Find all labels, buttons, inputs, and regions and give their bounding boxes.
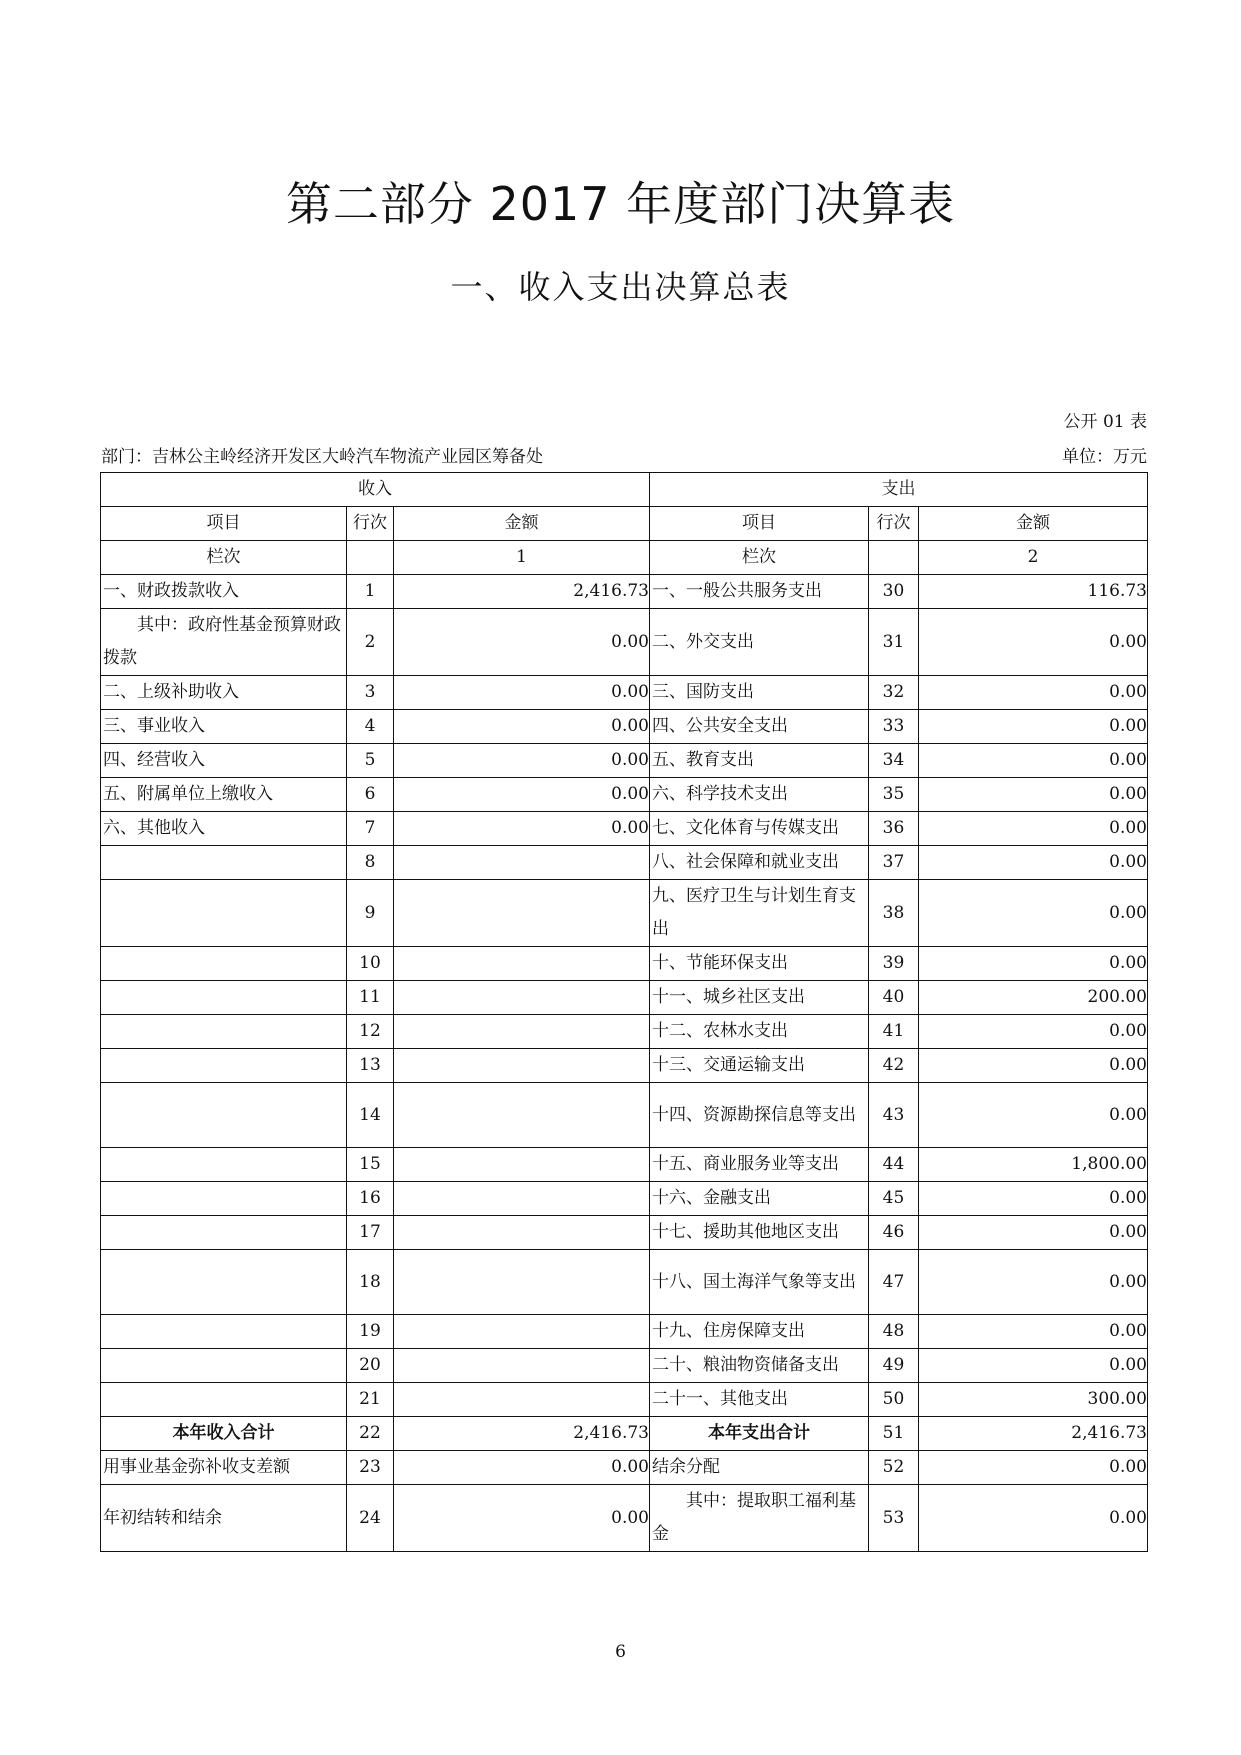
expense-item-cell: 十六、金融支出	[650, 1182, 869, 1216]
table-row	[101, 1049, 1148, 1083]
expense-item-cell: 二十一、其他支出	[650, 1383, 869, 1417]
table-row	[101, 1015, 1148, 1049]
income-amount-cell	[394, 981, 650, 1015]
expense-item-cell: 十四、资源勘探信息等支出	[650, 1083, 869, 1148]
expense-amount-header: 金额	[919, 507, 1148, 541]
expense-amount-cell: 0.00	[919, 1349, 1148, 1383]
expense-row-no-cell: 47	[869, 1250, 919, 1315]
unit-label: 单位：万元	[1062, 447, 1147, 467]
expense-item-cell: 九、医疗卫生与计划生育支出	[650, 880, 869, 947]
income-item-cell	[101, 1383, 347, 1417]
expense-row-no-cell: 52	[869, 1451, 919, 1485]
expense-item-cell: 二、外交支出	[650, 609, 869, 676]
table-row	[101, 981, 1148, 1015]
income-row-no-cell: 21	[347, 1383, 394, 1417]
expense-column-label: 栏次	[650, 541, 869, 575]
income-column-label: 栏次	[101, 541, 347, 575]
table-row	[101, 812, 1148, 846]
table-title: 一、收入支出决算总表	[450, 268, 791, 306]
income-row-no-cell: 3	[347, 676, 394, 710]
column-header-row	[101, 507, 1148, 541]
income-amount-cell	[394, 1383, 650, 1417]
income-header: 收入	[101, 473, 650, 507]
page-number: 6	[615, 1642, 626, 1662]
expense-row-no-cell: 51	[869, 1417, 919, 1451]
income-column-index-empty	[347, 541, 394, 575]
expense-item-cell: 十三、交通运输支出	[650, 1049, 869, 1083]
expense-row-no-cell: 36	[869, 812, 919, 846]
expense-row-no-cell: 33	[869, 710, 919, 744]
income-item-cell	[101, 1315, 347, 1349]
expense-item-cell: 六、科学技术支出	[650, 778, 869, 812]
expense-row-no-cell: 40	[869, 981, 919, 1015]
expense-row-no-cell: 42	[869, 1049, 919, 1083]
expense-item-cell: 七、文化体育与传媒支出	[650, 812, 869, 846]
income-row-no-cell: 24	[347, 1485, 394, 1552]
table-row	[101, 1349, 1148, 1383]
expense-row-no-cell: 34	[869, 744, 919, 778]
table-row	[101, 778, 1148, 812]
income-expense-table	[100, 472, 1148, 1552]
income-item-header: 项目	[101, 507, 347, 541]
expense-item-cell: 结余分配	[650, 1451, 869, 1485]
income-item-cell	[101, 846, 347, 880]
expense-amount-cell: 0.00	[919, 1250, 1148, 1315]
expense-amount-cell: 0.00	[919, 609, 1148, 676]
income-amount-cell: 0.00	[394, 1451, 650, 1485]
income-row-no-cell: 11	[347, 981, 394, 1015]
table-row	[101, 1083, 1148, 1148]
income-amount-cell: 0.00	[394, 710, 650, 744]
income-row-no-cell: 12	[347, 1015, 394, 1049]
income-amount-cell	[394, 1315, 650, 1349]
expense-row-no-header: 行次	[869, 507, 919, 541]
expense-item-cell: 十八、国土海洋气象等支出	[650, 1250, 869, 1315]
expense-item-cell: 十七、援助其他地区支出	[650, 1216, 869, 1250]
expense-amount-cell: 0.00	[919, 812, 1148, 846]
income-item-cell	[101, 981, 347, 1015]
expense-amount-cell: 0.00	[919, 1182, 1148, 1216]
department-label: 部门：吉林公主岭经济开发区大岭汽车物流产业园区筹备处	[101, 447, 543, 467]
expense-row-no-cell: 35	[869, 778, 919, 812]
income-amount-cell	[394, 947, 650, 981]
income-amount-cell	[394, 846, 650, 880]
meta-row	[101, 442, 1147, 467]
income-amount-cell	[394, 1083, 650, 1148]
expense-amount-cell: 0.00	[919, 676, 1148, 710]
expense-row-no-cell: 30	[869, 575, 919, 609]
expense-item-cell: 五、教育支出	[650, 744, 869, 778]
income-row-no-cell: 10	[347, 947, 394, 981]
income-row-no-cell: 15	[347, 1148, 394, 1182]
expense-item-cell: 十九、住房保障支出	[650, 1315, 869, 1349]
income-row-no-cell: 7	[347, 812, 394, 846]
income-item-cell: 一、财政拨款收入	[101, 575, 347, 609]
income-row-no-cell: 13	[347, 1049, 394, 1083]
table-row	[101, 1216, 1148, 1250]
income-row-no-cell: 6	[347, 778, 394, 812]
income-amount-cell: 0.00	[394, 778, 650, 812]
income-row-no-cell: 20	[347, 1349, 394, 1383]
expense-row-no-cell: 53	[869, 1485, 919, 1552]
table-row	[101, 1148, 1148, 1182]
expense-amount-cell: 0.00	[919, 1083, 1148, 1148]
income-column-index: 1	[394, 541, 650, 575]
expense-row-no-cell: 32	[869, 676, 919, 710]
income-amount-cell	[394, 880, 650, 947]
expense-item-cell: 本年支出合计	[650, 1417, 869, 1451]
expense-item-cell: 十二、农林水支出	[650, 1015, 869, 1049]
expense-row-no-cell: 44	[869, 1148, 919, 1182]
income-item-cell	[101, 1250, 347, 1315]
column-index-row	[101, 541, 1148, 575]
table-row	[101, 575, 1148, 609]
income-row-no-cell: 16	[347, 1182, 394, 1216]
income-item-cell: 用事业基金弥补收支差额	[101, 1451, 347, 1485]
expense-amount-cell: 0.00	[919, 1216, 1148, 1250]
income-row-no-cell: 19	[347, 1315, 394, 1349]
income-item-cell	[101, 1148, 347, 1182]
income-item-cell	[101, 1216, 347, 1250]
form-code: 公开 01 表	[1063, 412, 1147, 432]
expense-row-no-cell: 49	[869, 1349, 919, 1383]
expense-item-cell: 其中：提取职工福利基金	[650, 1485, 869, 1552]
income-amount-cell: 0.00	[394, 676, 650, 710]
table-row	[101, 676, 1148, 710]
income-row-no-cell: 23	[347, 1451, 394, 1485]
income-item-cell: 三、事业收入	[101, 710, 347, 744]
income-item-cell: 六、其他收入	[101, 812, 347, 846]
income-amount-cell	[394, 1250, 650, 1315]
expense-row-no-cell: 48	[869, 1315, 919, 1349]
expense-item-cell: 十一、城乡社区支出	[650, 981, 869, 1015]
expense-row-no-cell: 46	[869, 1216, 919, 1250]
income-amount-cell: 0.00	[394, 1485, 650, 1552]
income-item-cell: 四、经营收入	[101, 744, 347, 778]
table-row	[101, 1250, 1148, 1315]
income-item-cell	[101, 1182, 347, 1216]
table-row	[101, 744, 1148, 778]
income-row-no-cell: 18	[347, 1250, 394, 1315]
income-item-cell	[101, 947, 347, 981]
income-amount-cell	[394, 1182, 650, 1216]
total-row	[101, 1417, 1148, 1451]
income-row-no-cell: 1	[347, 575, 394, 609]
income-item-cell	[101, 1349, 347, 1383]
income-item-cell	[101, 1049, 347, 1083]
income-item-cell: 本年收入合计	[101, 1417, 347, 1451]
income-row-no-cell: 9	[347, 880, 394, 947]
income-row-no-cell: 4	[347, 710, 394, 744]
expense-amount-cell: 0.00	[919, 1049, 1148, 1083]
expense-item-cell: 三、国防支出	[650, 676, 869, 710]
income-amount-header: 金额	[394, 507, 650, 541]
income-amount-cell	[394, 1148, 650, 1182]
income-row-no-cell: 5	[347, 744, 394, 778]
expense-amount-cell: 0.00	[919, 1485, 1148, 1552]
expense-amount-cell: 0.00	[919, 1015, 1148, 1049]
table-row	[101, 880, 1148, 947]
expense-header: 支出	[650, 473, 1148, 507]
expense-row-no-cell: 45	[869, 1182, 919, 1216]
expense-item-cell: 一、一般公共服务支出	[650, 575, 869, 609]
expense-column-index: 2	[919, 541, 1148, 575]
expense-item-cell: 八、社会保障和就业支出	[650, 846, 869, 880]
income-item-cell: 二、上级补助收入	[101, 676, 347, 710]
income-amount-cell	[394, 1216, 650, 1250]
expense-row-no-cell: 50	[869, 1383, 919, 1417]
expense-item-cell: 二十、粮油物资储备支出	[650, 1349, 869, 1383]
expense-amount-cell: 0.00	[919, 846, 1148, 880]
expense-item-cell: 四、公共安全支出	[650, 710, 869, 744]
expense-row-no-cell: 39	[869, 947, 919, 981]
income-amount-cell: 0.00	[394, 609, 650, 676]
expense-row-no-cell: 38	[869, 880, 919, 947]
expense-amount-cell: 0.00	[919, 880, 1148, 947]
expense-amount-cell: 0.00	[919, 744, 1148, 778]
table-row	[101, 1485, 1148, 1552]
income-amount-cell	[394, 1349, 650, 1383]
income-row-no-cell: 22	[347, 1417, 394, 1451]
expense-item-cell: 十五、商业服务业等支出	[650, 1148, 869, 1182]
expense-amount-cell: 0.00	[919, 1451, 1148, 1485]
section-header-row	[101, 473, 1148, 507]
table-row	[101, 1182, 1148, 1216]
expense-item-cell: 十、节能环保支出	[650, 947, 869, 981]
expense-amount-cell: 1,800.00	[919, 1148, 1148, 1182]
income-row-no-cell: 2	[347, 609, 394, 676]
income-amount-cell	[394, 1015, 650, 1049]
income-amount-cell	[394, 1049, 650, 1083]
income-amount-cell: 2,416.73	[394, 575, 650, 609]
expense-column-index-empty	[869, 541, 919, 575]
expense-amount-cell: 116.73	[919, 575, 1148, 609]
table-row	[101, 846, 1148, 880]
expense-amount-cell: 0.00	[919, 778, 1148, 812]
table-row	[101, 1451, 1148, 1485]
expense-row-no-cell: 41	[869, 1015, 919, 1049]
income-row-no-cell: 8	[347, 846, 394, 880]
income-item-cell: 其中：政府性基金预算财政拨款	[101, 609, 347, 676]
income-row-no-cell: 14	[347, 1083, 394, 1148]
expense-amount-cell: 300.00	[919, 1383, 1148, 1417]
table-row	[101, 947, 1148, 981]
income-item-cell: 年初结转和结余	[101, 1485, 347, 1552]
expense-amount-cell: 200.00	[919, 981, 1148, 1015]
income-row-no-header: 行次	[347, 507, 394, 541]
page-title: 第二部分 2017 年度部门决算表	[285, 177, 956, 231]
expense-amount-cell: 0.00	[919, 947, 1148, 981]
table-row	[101, 710, 1148, 744]
expense-amount-cell: 2,416.73	[919, 1417, 1148, 1451]
income-amount-cell: 0.00	[394, 744, 650, 778]
income-amount-cell: 2,416.73	[394, 1417, 650, 1451]
income-item-cell	[101, 1083, 347, 1148]
expense-amount-cell: 0.00	[919, 710, 1148, 744]
income-amount-cell: 0.00	[394, 812, 650, 846]
expense-item-header: 项目	[650, 507, 869, 541]
expense-row-no-cell: 37	[869, 846, 919, 880]
table-row	[101, 1315, 1148, 1349]
expense-amount-cell: 0.00	[919, 1315, 1148, 1349]
income-item-cell	[101, 1015, 347, 1049]
table-row	[101, 1383, 1148, 1417]
income-item-cell: 五、附属单位上缴收入	[101, 778, 347, 812]
table-row	[101, 609, 1148, 676]
income-row-no-cell: 17	[347, 1216, 394, 1250]
expense-row-no-cell: 43	[869, 1083, 919, 1148]
expense-row-no-cell: 31	[869, 609, 919, 676]
income-item-cell	[101, 880, 347, 947]
